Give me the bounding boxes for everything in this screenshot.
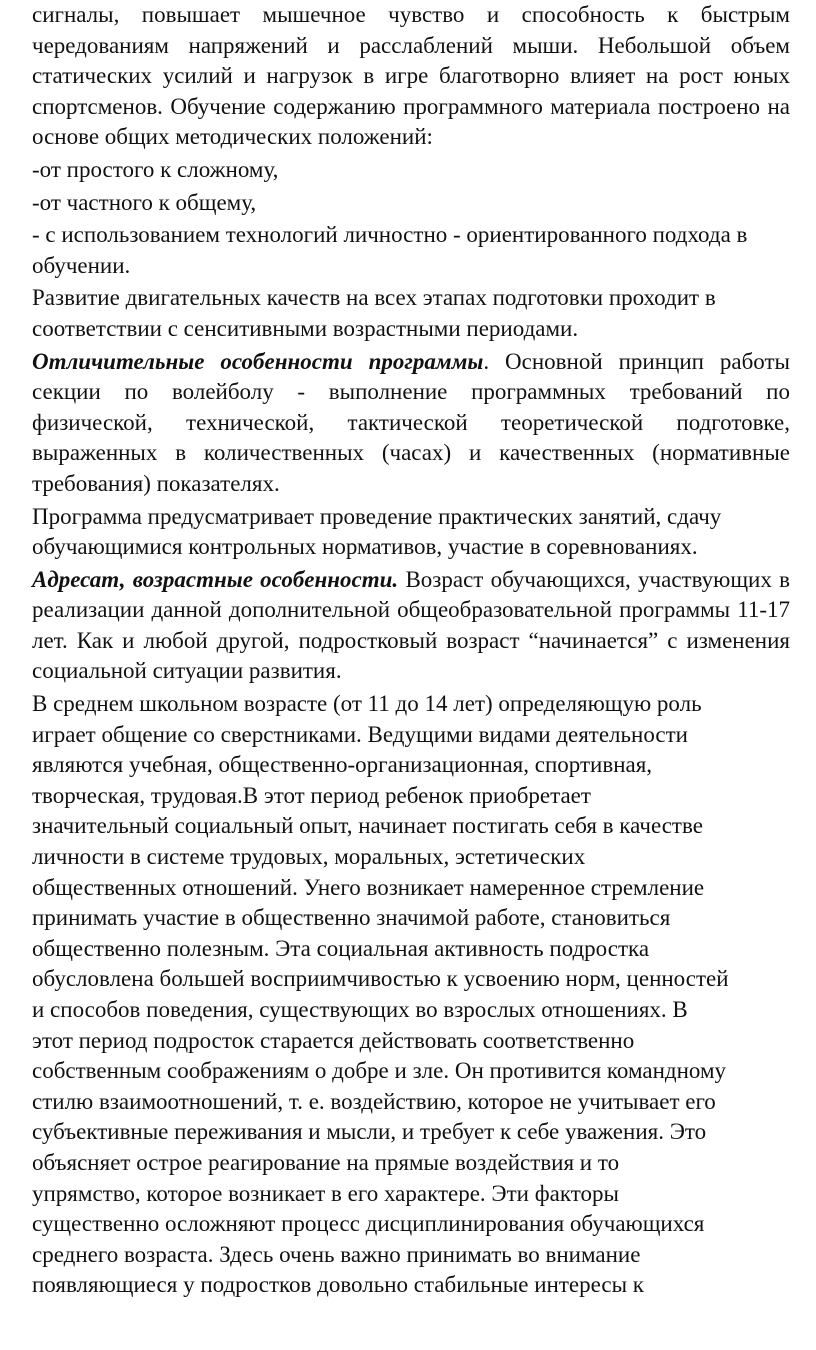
text-line: стилю взаимоотношений, т. е. воздействию, которое не учитывает его <box>32 1088 716 1114</box>
paragraph-intro: сигналы, повышает мышечное чувство и способность к быстрым чередованиям напряжений и расслаблений мыши. Небольшой объем статических усилий и нагрузок в игре благотворно влияет на рост юных спортсменов. Обучение содержанию программного материала построено на основе общих методических положений: <box>32 2 790 150</box>
list-item-particular-to-general: -от частного к общему, <box>32 189 257 215</box>
list-item-simple-to-complex: -от простого к сложному, <box>32 156 279 182</box>
text-line: Программа предусматривает проведение практических занятий, сдачу <box>32 503 722 529</box>
paragraph-text: Возраст обучающихся, участвующих в реализации данной дополнительной общеобразовательной программы 11-17 лет. Как и любой другой, подростковый возраст “начинается” с изменения социальной ситуации развития. <box>32 566 790 684</box>
paragraph-middle-school-age <box>32 689 787 1301</box>
paragraph-addressee <box>32 565 790 687</box>
text-line: являются учебная, общественно-организационная, спортивная, <box>32 752 653 778</box>
text-line: обучающимися контрольных нормативов, участие в соревнованиях. <box>32 534 698 560</box>
text-line: собственным соображениям о добре и зле. Он противится командному <box>32 1058 727 1084</box>
text-line: общественно полезным. Эта социальная активность подростка <box>32 935 650 961</box>
text-line: личности в системе трудовых, моральных, эстетических <box>32 844 586 870</box>
text-line: играет общение со сверстниками. Ведущими видами деятельности <box>32 721 688 747</box>
text-line: соответствии с сенситивными возрастными периодами. <box>32 315 579 341</box>
section-heading-addressee: Адресат, возрастные особенности. <box>32 566 399 592</box>
paragraph-program-provides <box>32 502 787 563</box>
text-line: В среднем школьном возрасте (от 11 до 14 лет) определяющую роль <box>32 691 702 717</box>
paragraph-text: . Основной принцип работы секции по волейболу - выполнение программных требований по физической, технической, тактической теоретической подготовке, выраженных в количественных (часах) и качественных (нормативные требования) показателях. <box>32 348 791 496</box>
text-line: упрямство, которое возникает в его характере. Эти факторы <box>32 1180 619 1206</box>
text-line: этот период подросток старается действовать соответственно <box>32 1027 635 1053</box>
text-line: принимать участие в общественно значимой работе, становиться <box>32 905 671 931</box>
section-heading-program-features: Отличительные особенности программы <box>32 348 484 374</box>
text-line: значительный социальный опыт, начинает постигать себя в качестве <box>32 813 703 839</box>
text-line: общественных отношений. Унего возникает намеренное стремление <box>32 874 705 900</box>
text-line: творческая, трудовая.В этот период ребенок приобретает <box>32 782 591 808</box>
text-line: субъективные переживания и мысли, и требует к себе уважения. Это <box>32 1119 707 1145</box>
list-item-personal-approach: - с использованием технологий личностно - ориентированного подхода в обучении. <box>32 222 748 278</box>
text-line: и способов поведения, существующих во взрослых отношениях. В <box>32 997 688 1022</box>
text-line: объясняет острое реагирование на прямые воздействия и то <box>32 1149 620 1175</box>
text-line: существенно осложняют процесс дисциплинирования обучающихся <box>32 1211 705 1237</box>
text-line: среднего возраста. Здесь очень важно принимать во внимание <box>32 1241 641 1267</box>
text-line: появляющиеся у подростков довольно стабильные интересы к <box>32 1272 644 1298</box>
paragraph-program-features <box>32 347 790 500</box>
text-line: обусловлена большей восприимчивостью к усвоению норм, ценностей <box>32 966 729 992</box>
text-line: Развитие двигательных качеств на всех этапах подготовки проходит в <box>32 285 716 311</box>
paragraph-motor-qualities <box>32 283 787 344</box>
